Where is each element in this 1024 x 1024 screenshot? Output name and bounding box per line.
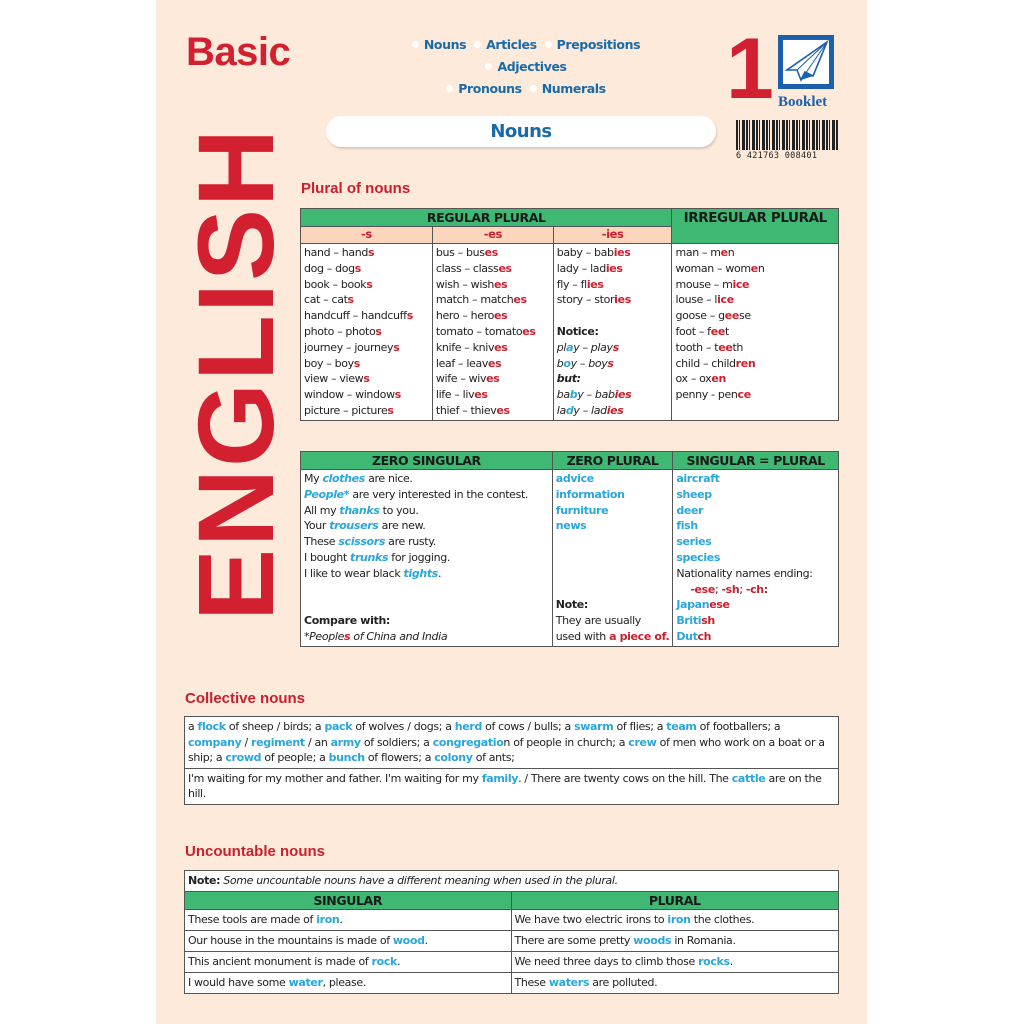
nationality-endings: -ese; -sh; -ch: xyxy=(690,582,768,596)
list-item: These scissors are rusty. xyxy=(304,535,436,549)
topic-nouns: Nouns xyxy=(412,34,466,56)
list-item: class – classes xyxy=(435,261,512,275)
list-item: window – windows xyxy=(304,388,401,402)
topic-articles: Articles xyxy=(474,34,537,56)
list-item: mouse – mice xyxy=(675,277,750,291)
bullet-icon xyxy=(545,41,552,48)
header-singular: SINGULAR xyxy=(185,892,512,910)
list-item: wife – wives xyxy=(435,372,500,386)
bullet-icon xyxy=(412,41,419,48)
topics-row-2 xyxy=(366,78,686,100)
section-title-uncountable: Uncountable nouns xyxy=(185,843,325,860)
ies-column xyxy=(553,244,672,421)
collective-row-1: a flock of sheep / birds; a pack of wolves / dogs; a herd of cows / bulls; a swarm of flies; a team of footballers; a company / regiment / an army of soldiers; a congregation of people in church; a crew of men who work on a boat or a ship; a crowd of people; a bunch of flowers; a colony of ants; xyxy=(185,717,839,769)
list-item: news xyxy=(555,519,587,533)
list-item: hand – hands xyxy=(304,246,375,259)
header-irregular-plural: IRREGULAR PLURAL xyxy=(672,209,839,244)
logo-number: 1 xyxy=(726,21,774,117)
header-singular-equals-plural: SINGULAR = PLURAL xyxy=(673,452,839,470)
table-row: I would have some water, please. These waters are polluted. xyxy=(185,973,839,994)
topic-pronouns: Pronouns xyxy=(446,78,521,100)
list-item: fish xyxy=(676,519,698,533)
list-item: thief – thieves xyxy=(435,403,510,417)
barcode-bars xyxy=(736,120,839,150)
s-column xyxy=(301,244,433,421)
list-item: penny - pence xyxy=(675,388,751,402)
list-item: fly – flies xyxy=(556,277,604,291)
list-item: woman – women xyxy=(675,261,765,275)
list-item: goose – geese xyxy=(675,309,751,323)
list-item: I like to wear black tights. xyxy=(304,566,442,580)
list-item: man – men xyxy=(675,246,735,259)
list-item: wish – wishes xyxy=(435,277,508,291)
subheader-es: -es xyxy=(432,227,553,244)
list-item: baby – babies xyxy=(556,388,632,402)
bullet-icon xyxy=(474,41,481,48)
list-item: lady – ladies xyxy=(556,403,624,417)
list-item: dog – dogs xyxy=(304,261,361,275)
brand-basic: Basic xyxy=(186,30,291,74)
list-item: All my thanks to you. xyxy=(304,503,419,517)
barcode xyxy=(736,120,839,160)
list-item: boy – boys xyxy=(556,356,614,370)
list-item: knife – knives xyxy=(435,340,508,354)
header-zero-plural: ZERO PLURAL xyxy=(552,452,673,470)
singular-equals-plural-column xyxy=(673,470,839,647)
list-item: Dutch xyxy=(676,629,712,643)
table-row: These tools are made of iron. We have two electric irons to iron the clothes. xyxy=(185,910,839,931)
list-item: life – lives xyxy=(435,388,488,402)
list-item: furniture xyxy=(555,503,609,517)
collective-row-2: I'm waiting for my mother and father. I'm waiting for my family. / There are twenty cows on the hill. The cattle are on the hill. xyxy=(185,768,839,804)
irregular-column xyxy=(672,244,839,421)
note-line: They are usually xyxy=(555,614,641,628)
list-item: sheep xyxy=(676,487,712,501)
topic-prepositions: Prepositions xyxy=(545,34,640,56)
logo-label: Booklet xyxy=(778,94,828,110)
but-label: but: xyxy=(556,372,581,386)
list-item: match – matches xyxy=(435,293,527,307)
list-item: I bought trunks for jogging. xyxy=(304,550,450,564)
subheader-s: -s xyxy=(301,227,433,244)
list-item: information xyxy=(555,487,625,501)
zero-plural-column xyxy=(552,470,673,647)
bullet-icon xyxy=(530,85,537,92)
header-plural: PLURAL xyxy=(511,892,838,910)
header-regular-plural: REGULAR PLURAL xyxy=(301,209,672,227)
list-item: play – plays xyxy=(556,340,619,354)
list-item: photo – photos xyxy=(304,324,382,338)
uncountable-table xyxy=(184,870,839,994)
topic-adjectives: Adjectives xyxy=(485,56,566,78)
zero-table xyxy=(300,451,839,647)
list-item: tomato – tomatoes xyxy=(435,324,536,338)
section-title-plural: Plural of nouns xyxy=(301,180,411,197)
list-item: People* are very interested in the contest. xyxy=(304,487,529,501)
section-title-collective: Collective nouns xyxy=(185,690,306,707)
bullet-icon xyxy=(446,85,453,92)
compare-label: Compare with: xyxy=(304,614,390,628)
brand-english-vertical xyxy=(175,108,296,640)
list-item: cat – cats xyxy=(304,293,354,307)
list-item: bus – buses xyxy=(435,246,498,259)
list-item: story – stories xyxy=(556,293,631,307)
topics-list xyxy=(366,34,686,100)
paper-plane-icon xyxy=(778,35,834,89)
list-item: baby – babies xyxy=(556,246,631,259)
list-item: series xyxy=(676,535,712,549)
bullet-icon xyxy=(485,63,492,70)
list-item: aircraft xyxy=(676,472,720,485)
table-row: Our house in the mountains is made of wood. There are some pretty woods in Romania. xyxy=(185,931,839,952)
brand-english-text: ENGLISH xyxy=(175,126,296,622)
uncountable-note: Note: Some uncountable nouns have a different meaning when used in the plural. xyxy=(185,871,839,892)
topics-row-1 xyxy=(366,34,686,78)
list-item: tooth – teeth xyxy=(675,340,744,354)
header-zero-singular: ZERO SINGULAR xyxy=(301,452,553,470)
topic-numerals: Numerals xyxy=(530,78,606,100)
list-item: boy – boys xyxy=(304,356,360,370)
booklet-page xyxy=(156,0,867,1024)
list-item: My clothes are nice. xyxy=(304,472,413,485)
zero-singular-column xyxy=(301,470,553,647)
list-item: species xyxy=(676,550,721,564)
list-item: louse – lice xyxy=(675,293,734,307)
page-title: Nouns xyxy=(326,116,716,147)
list-item: foot – feet xyxy=(675,324,729,338)
plural-table xyxy=(300,208,839,421)
list-item: book – books xyxy=(304,277,373,291)
nationality-label: Nationality names ending: xyxy=(676,566,813,580)
es-column xyxy=(432,244,553,421)
notice-label: Notice: xyxy=(556,324,599,338)
list-item: deer xyxy=(676,503,704,517)
list-item: leaf – leaves xyxy=(435,356,502,370)
list-item: view – views xyxy=(304,372,370,386)
list-item: ox – oxen xyxy=(675,372,726,386)
list-item: advice xyxy=(555,472,594,485)
list-item: hero – heroes xyxy=(435,309,508,323)
collective-table xyxy=(184,716,839,805)
list-item: handcuff – handcuffs xyxy=(304,309,413,323)
list-item: child – children xyxy=(675,356,756,370)
list-item: journey – journeys xyxy=(304,340,400,354)
list-item: Japanese xyxy=(676,598,730,612)
note-label: Note: xyxy=(555,598,588,612)
table-row: This ancient monument is made of rock. We need three days to climb those rocks. xyxy=(185,952,839,973)
compare-text: *Peoples of China and India xyxy=(304,629,448,643)
list-item: Your trousers are new. xyxy=(304,519,426,533)
note-line: used with a piece of. xyxy=(555,629,670,643)
list-item: lady – ladies xyxy=(556,261,623,275)
subheader-ies: -ies xyxy=(553,227,672,244)
barcode-number: 6 421763 008401 xyxy=(736,151,818,161)
list-item: picture – pictures xyxy=(304,403,394,417)
list-item: British xyxy=(676,614,715,628)
